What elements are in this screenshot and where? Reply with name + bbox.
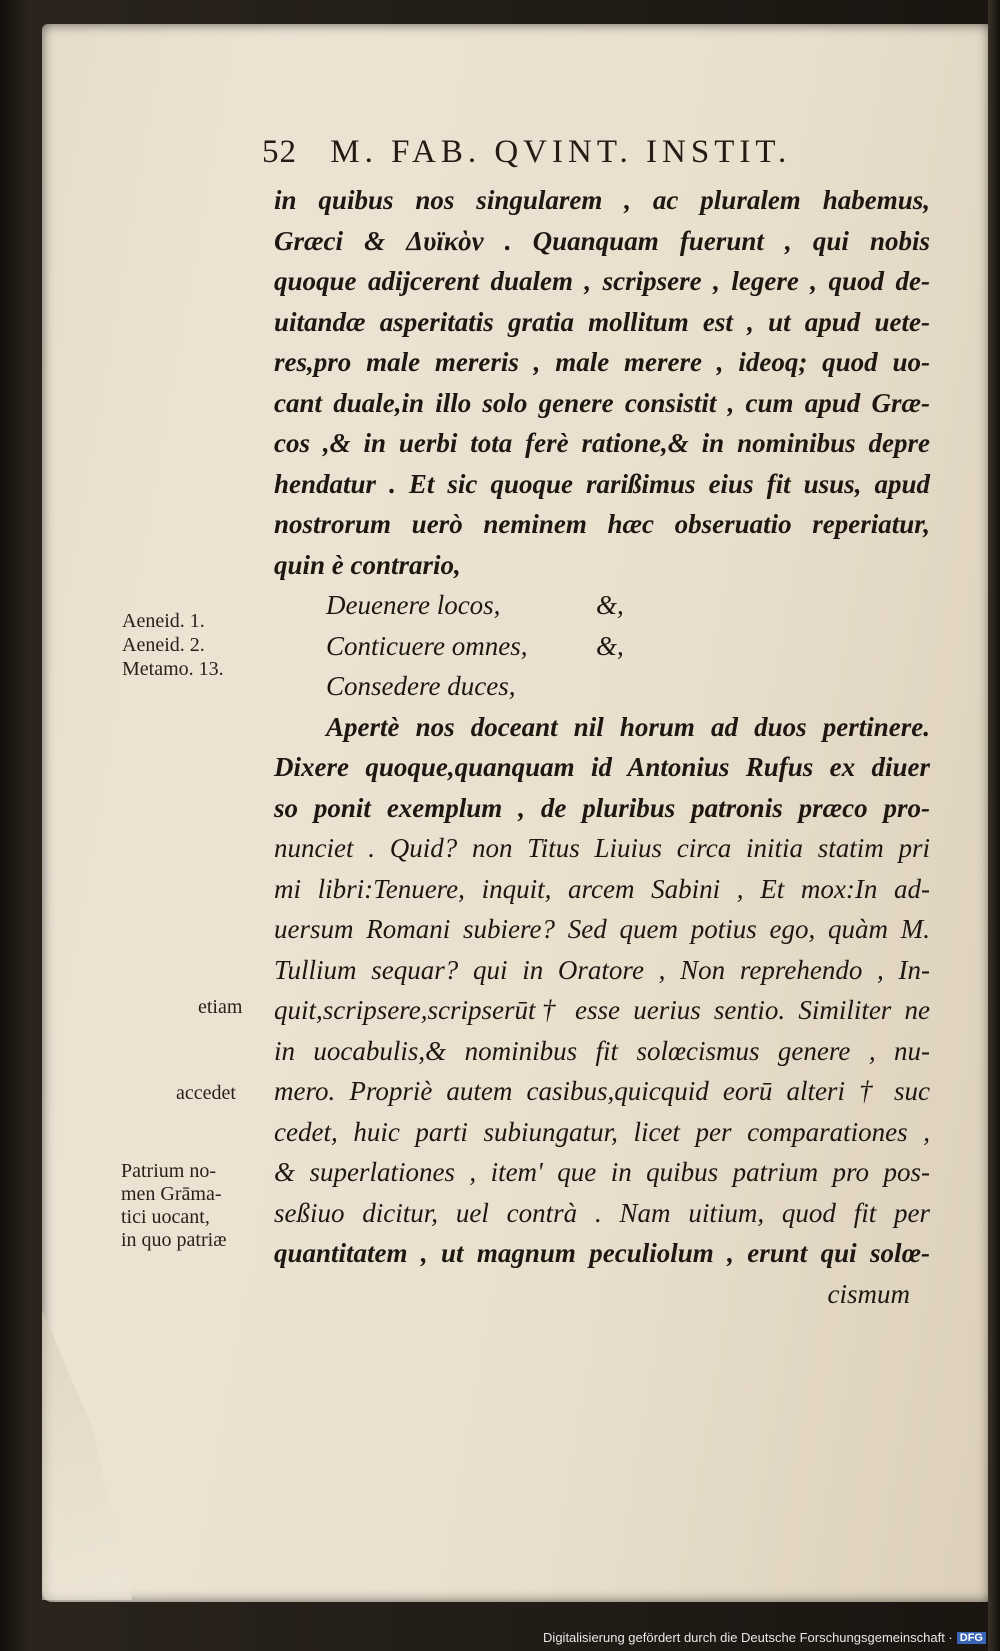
page-number: 52 — [262, 134, 297, 170]
text-line: so ponit exemplum , de pluribus patronis præco pro- — [274, 792, 930, 823]
verse-text: Consedere duces, — [326, 671, 516, 701]
verse-line — [274, 585, 930, 626]
text-line: quit,scripsere,scripserūt† esse uerius sentio. Similiter ne — [274, 995, 930, 1025]
verse-amp: &, — [596, 630, 624, 661]
text-line: seßiuo dicitur, uel contrà . Nam uitium, quod fit per — [274, 1197, 930, 1228]
text-line: mi libri:Tenuere, inquit, arcem Sabini , Et mox:In ad- — [274, 873, 930, 904]
running-title: M. FAB. QVINT. INSTIT. — [330, 134, 792, 170]
text-line: cant duale,in illo solo genere consistit , cum apud Græ- — [274, 387, 930, 418]
text-line: uitandæ asperitatis gratia mollitum est , ut apud uete- — [274, 306, 930, 337]
text-line: quantitatem , ut magnum peculiolum , erunt qui solœ- — [274, 1238, 930, 1268]
text-line: cos ,& in uerbi tota ferè ratione,& in nominibus depre — [274, 428, 930, 458]
margin-note-patrium: men Grāma- — [121, 1183, 222, 1205]
margin-note-patrium: Patrium no- — [121, 1160, 216, 1182]
verse-text: Conticuere omnes, — [326, 630, 528, 661]
text-line: nostrorum uerò neminem hæc obseruatio reperiatur, — [274, 509, 930, 539]
verse-line — [274, 666, 930, 707]
text-line: nunciet . Quid? non Titus Liuius circa initia statim pri — [274, 833, 930, 863]
text-line: cedet, huic parti subiungatur, licet per comparationes , — [274, 1116, 930, 1147]
catchword: cismum — [827, 1278, 910, 1309]
text-line: Apertè nos doceant nil horum ad duos pertinere. — [326, 711, 930, 742]
dfg-logo: DFG — [957, 1632, 986, 1644]
margin-note-etiam: etiam — [198, 996, 243, 1018]
text-line: in quibus nos singularem , ac pluralem habemus, — [274, 185, 930, 215]
verse-text: Deuenere locos, — [326, 590, 501, 620]
margin-note-metamo: Metamo. 13. — [122, 658, 224, 680]
margin-note-accedet: accedet — [176, 1082, 236, 1104]
text-line: in uocabulis,& nominibus fit solœcismus genere , nu- — [274, 1035, 930, 1066]
text-line: & superlationes , item' que in quibus patrium pro pos- — [274, 1157, 930, 1187]
text-line: Græci & Δυϊκὸν . Quanquam fuerunt , qui nobis — [274, 225, 930, 256]
text-line: Tullium sequar? qui in Oratore , Non reprehendo , In- — [274, 954, 930, 985]
text-line: Dixere quoque,quanquam id Antonius Rufus ex diuer — [274, 752, 930, 782]
digitization-credit — [543, 1630, 986, 1645]
margin-note-aeneid-1: Aeneid. 1. — [122, 610, 205, 632]
text-line: uersum Romani subiere? Sed quem potius ego, quàm M. — [274, 914, 930, 944]
text-line: quoque adijcerent dualem , scripsere , legere , quod de- — [274, 266, 930, 296]
verse-line — [274, 626, 930, 667]
credit-text: Digitalisierung gefördert durch die Deutsche Forschungsgemeinschaft · — [543, 1630, 953, 1645]
verse-amp: &, — [596, 590, 624, 620]
margin-note-patrium: tici uocant, — [121, 1206, 210, 1228]
book-edge — [988, 0, 1000, 1651]
text-line: mero. Propriè autem casibus,quicquid eorū alteri † suc — [274, 1076, 930, 1106]
running-head — [262, 134, 902, 171]
main-text — [274, 180, 930, 1314]
text-line: res,pro male mereris , male merere , ideoq; quod uo- — [274, 347, 930, 377]
text-line: quin è contrario, — [274, 549, 461, 580]
text-line: hendatur . Et sic quoque rarißimus eius fit usus, apud — [274, 468, 930, 499]
margin-note-patrium: in quo patriæ — [121, 1229, 227, 1251]
margin-note-aeneid-2: Aeneid. 2. — [122, 634, 205, 656]
